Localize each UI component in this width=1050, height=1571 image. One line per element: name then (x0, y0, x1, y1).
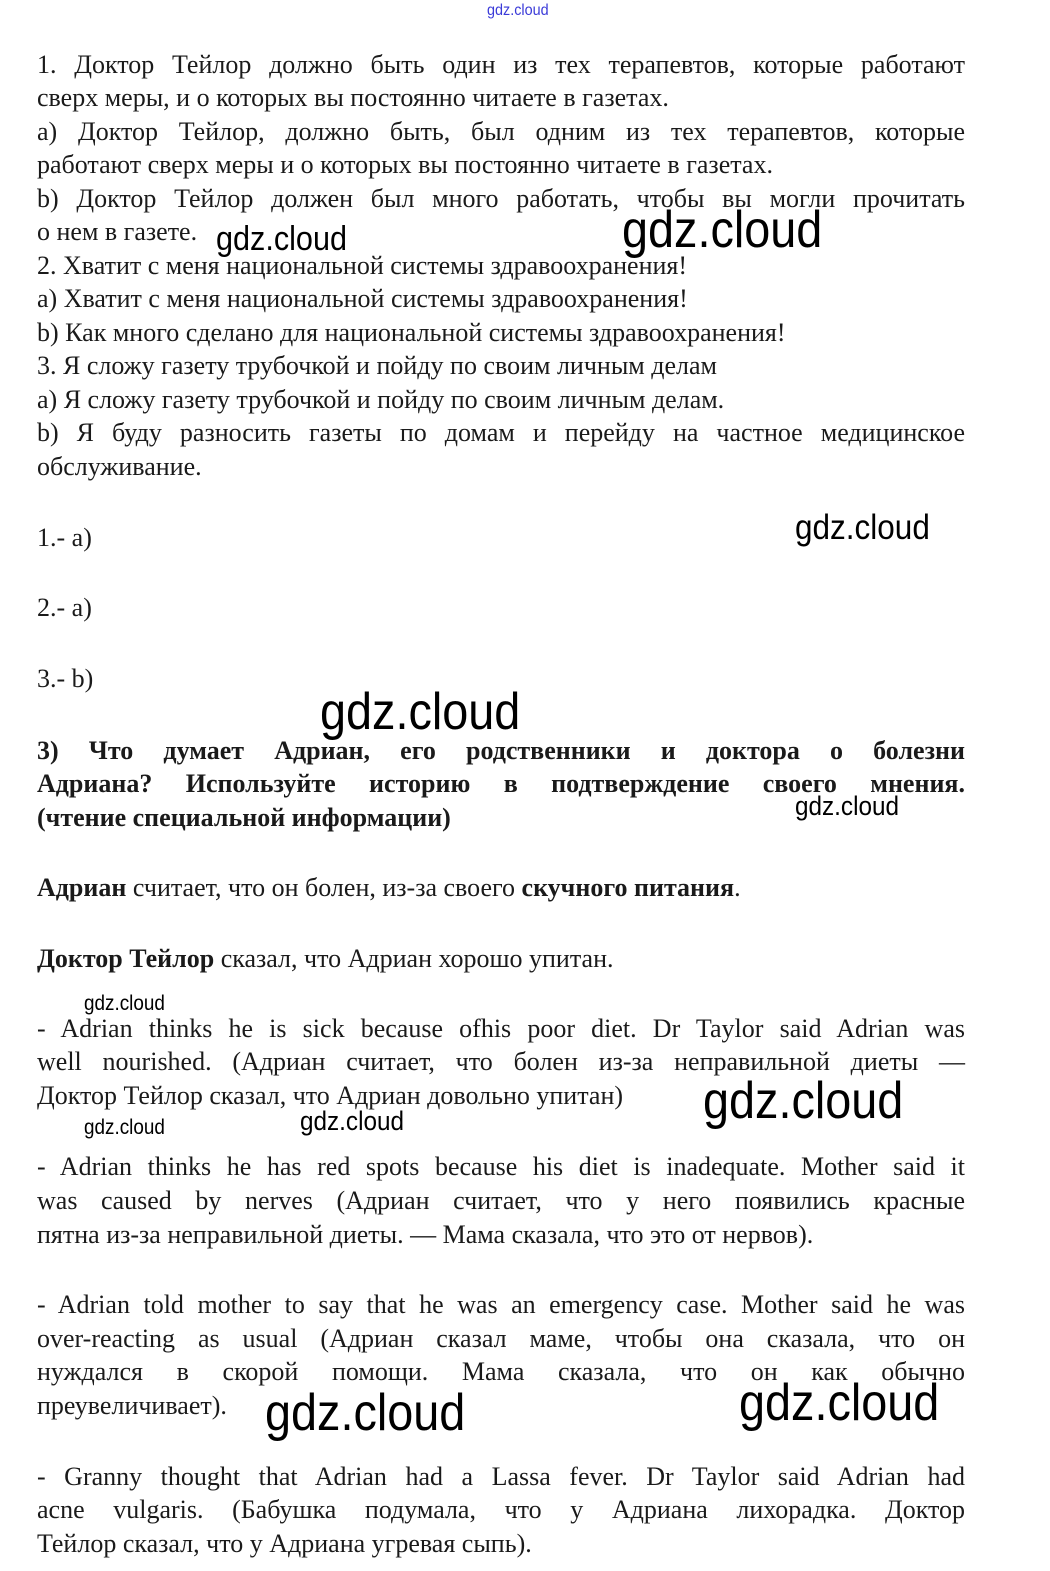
question-heading-line: (чтение специальной информации) (37, 803, 451, 832)
watermark: gdz.cloud (300, 1106, 405, 1136)
watermark: gdz.cloud (703, 1072, 904, 1130)
watermark: gdz.cloud (487, 2, 549, 19)
text-line: обслуживание. (37, 452, 202, 481)
text-line: Тейлор сказал, что у Адриана угревая сыпь). (37, 1529, 532, 1558)
text-line: over-reacting as usual (Адриан сказал маме, чтобы она сказала, что он (37, 1324, 965, 1353)
text-line: пятна из-за неправильной диеты. — Мама сказала, что это от нервов). (37, 1220, 814, 1249)
text: сказал, что Адриан хорошо упитан. (214, 944, 614, 973)
question-heading-line: 3) Что думает Адриан, его родственники и доктора о болезни (37, 736, 965, 765)
text-line: acne vulgaris. (Бабушка подумала, что у Адриана лихорадка. Доктор (37, 1495, 965, 1524)
text-line: - Adrian thinks he is sick because ofhis poor diet. Dr Taylor said Adrian was (37, 1014, 965, 1043)
text-line: 1. Доктор Тейлор должно быть один из тех терапевтов, которые работают (37, 50, 965, 79)
text-line: a) Я сложу газету трубочкой и пойду по своим личным делам. (37, 385, 725, 414)
bold-text: Адриан (37, 873, 127, 902)
text-line: b) Я буду разносить газеты по домам и перейду на частное медицинское (37, 418, 965, 447)
answer-1: 1.- a) (37, 523, 92, 552)
watermark: gdz.cloud (84, 1116, 165, 1139)
text-line: нуждался в скорой помощи. Мама сказала, что он как обычно (37, 1357, 965, 1386)
bold-text: скучного питания (521, 873, 735, 902)
text-line: - Granny thought that Adrian had a Lassa fever. Dr Taylor said Adrian had (37, 1462, 965, 1491)
answer-2: 2.- a) (37, 593, 92, 622)
summary-doctor (37, 942, 965, 976)
bold-text: Доктор Тейлор (37, 944, 215, 973)
text-line: - Adrian thinks he has red spots because his diet is inadequate. Mother said it (37, 1152, 965, 1181)
answer-3: 3.- b) (37, 664, 94, 693)
watermark: gdz.cloud (795, 791, 900, 821)
text-line: was caused by nerves (Адриан считает, что у него появились красные (37, 1186, 965, 1215)
text-line: 2. Хватит с меня национальной системы здравоохранения! (37, 251, 688, 280)
text-line: Доктор Тейлор сказал, что Адриан довольно упитан) (37, 1081, 624, 1110)
text-line: b) Доктор Тейлор должен был много работать, чтобы вы могли прочитать (37, 184, 965, 213)
watermark: gdz.cloud (265, 1384, 466, 1442)
text-line: a) Хватит с меня национальной системы здравоохранения! (37, 284, 688, 313)
question-heading-line: Адриана? Используйте историю в подтверждение своего мнения. (37, 769, 965, 798)
text-line: преувеличивает). (37, 1391, 227, 1420)
text-line: a) Доктор Тейлор, должно быть, был одним из тех терапевтов, которые (37, 117, 965, 146)
watermark: gdz.cloud (216, 220, 347, 258)
text: считает, что он болен, из-за своего (126, 873, 522, 902)
text: . (734, 873, 741, 902)
text-line: сверх меры, и о которых вы постоянно читаете в газетах. (37, 83, 669, 112)
text-line: b) Как много сделано для национальной системы здравоохранения! (37, 318, 786, 347)
watermark: gdz.cloud (795, 508, 930, 547)
text-line: о нем в газете. (37, 217, 198, 246)
summary-adrian (37, 871, 965, 905)
text-line: - Adrian told mother to say that he was an emergency case. Mother said he was (37, 1290, 965, 1319)
watermark: gdz.cloud (622, 201, 823, 259)
text-line: работают сверх меры и о которых вы постоянно читаете в газетах. (37, 150, 773, 179)
text-line: well nourished. (Адриан считает, что болен из-за неправильной диеты — (37, 1047, 965, 1076)
watermark: gdz.cloud (739, 1374, 940, 1432)
text-line: 3. Я сложу газету трубочкой и пойду по своим личным делам (37, 351, 717, 380)
watermark: gdz.cloud (320, 683, 521, 741)
watermark: gdz.cloud (84, 992, 165, 1015)
